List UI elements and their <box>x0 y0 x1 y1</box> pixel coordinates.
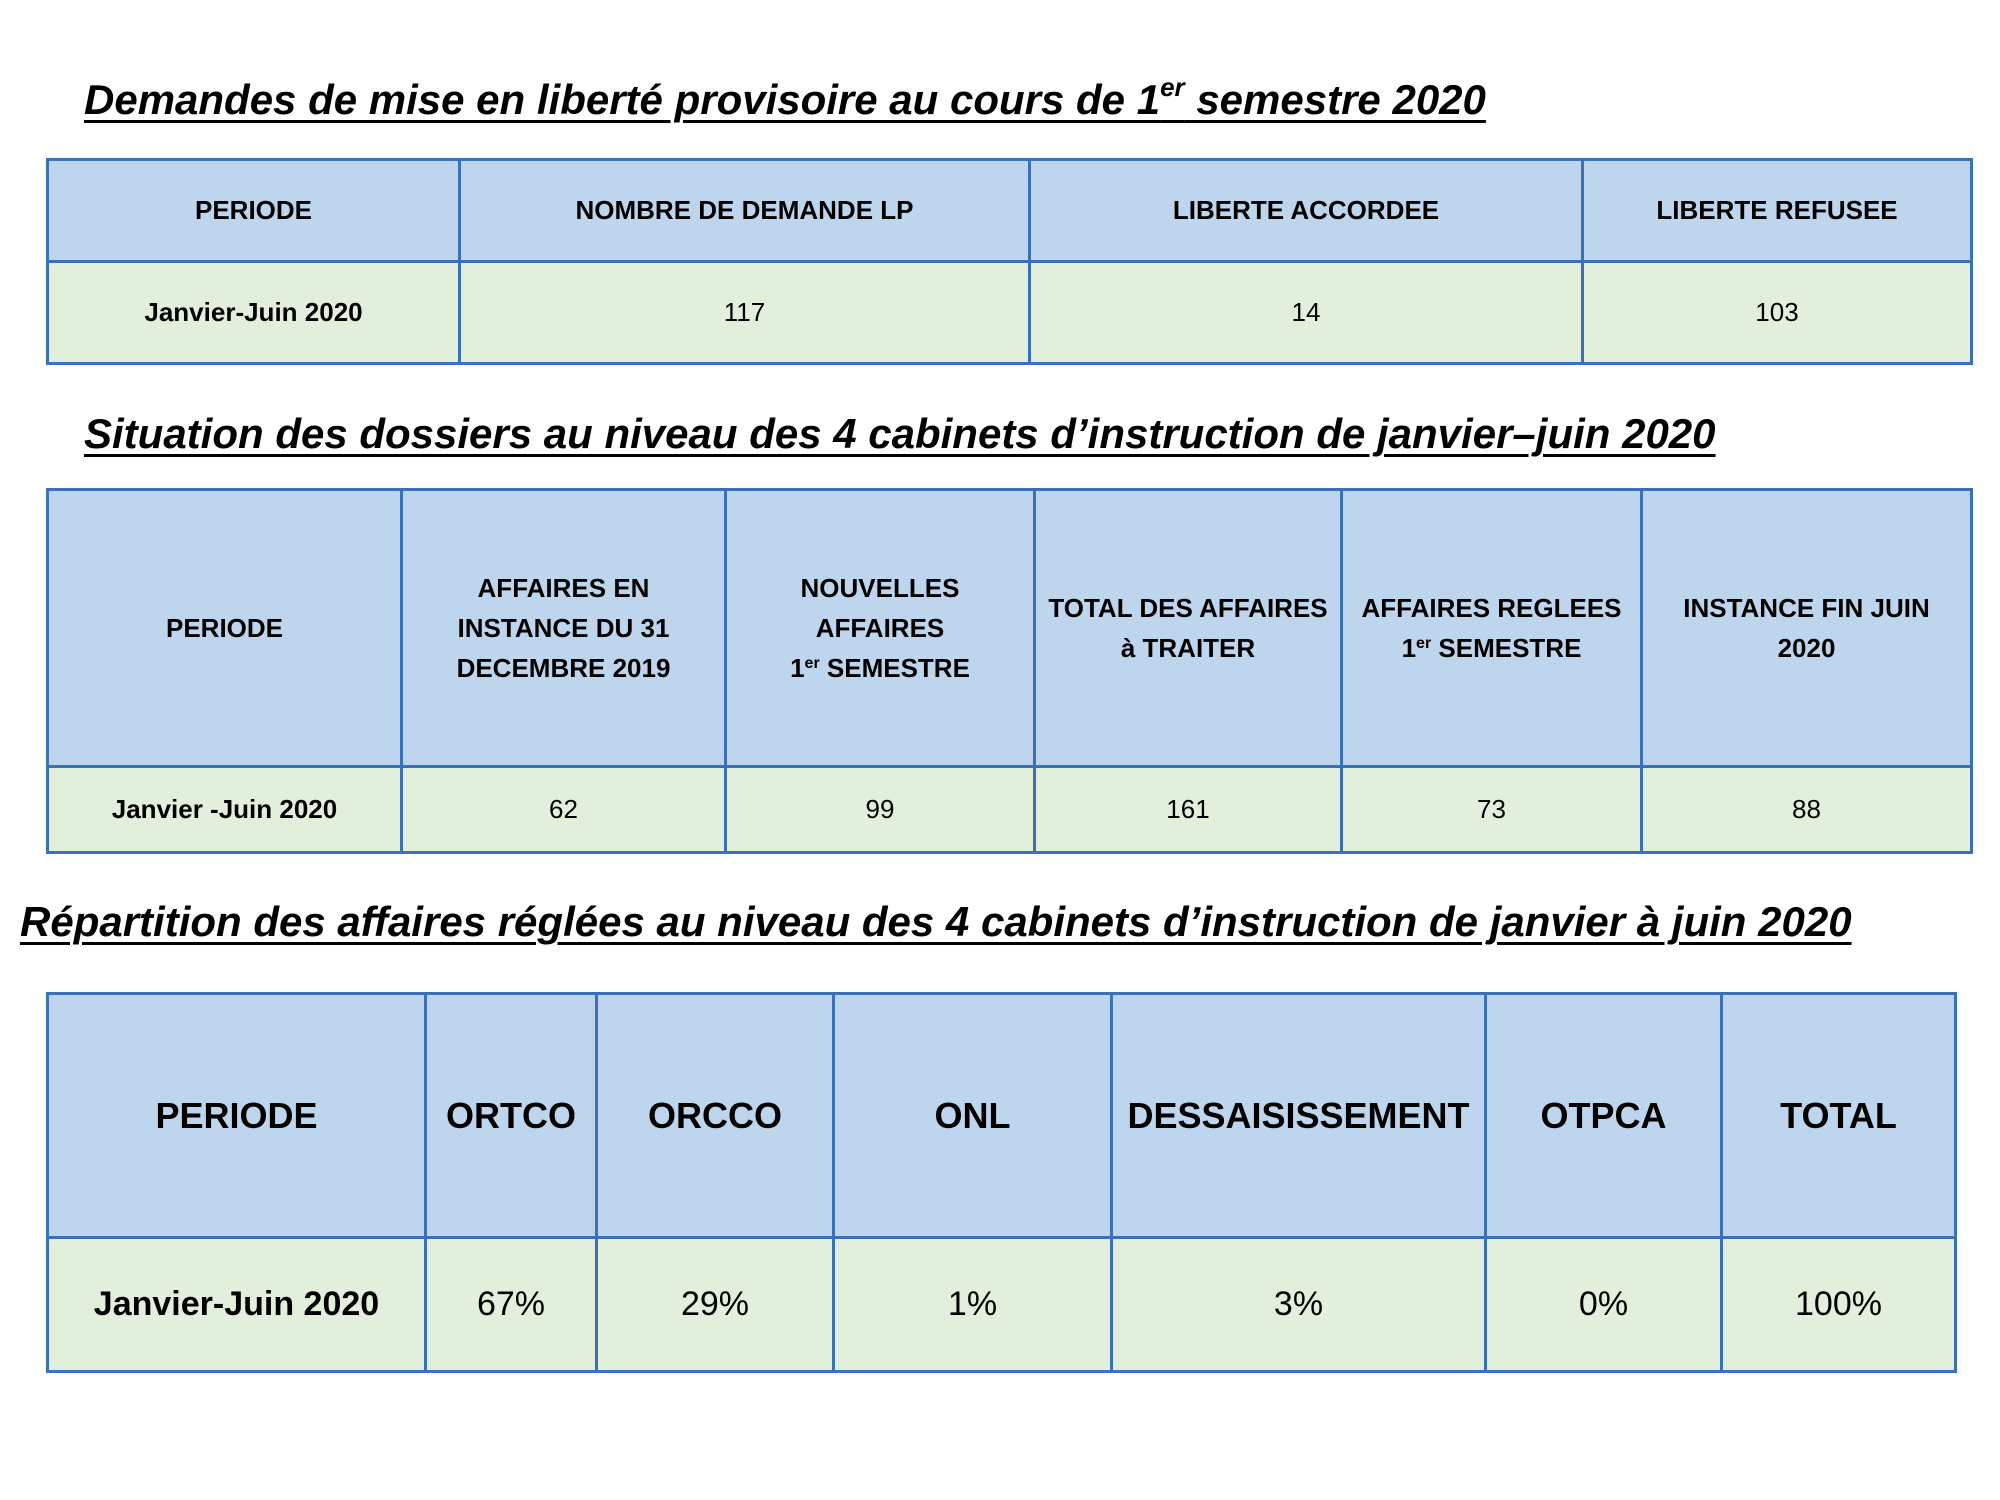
liberte-provisoire-table <box>46 158 1973 365</box>
title-superscript: er <box>1160 72 1185 102</box>
table-header-row <box>48 994 1956 1238</box>
header-affaires-reglees <box>1342 490 1642 767</box>
table-row <box>48 262 1972 364</box>
cell-periode: Janvier-Juin 2020 <box>48 1238 426 1372</box>
cell-affaires-en-instance: 62 <box>402 767 726 853</box>
header-line: NOUVELLES <box>800 573 960 603</box>
header-superscript: er <box>804 655 820 672</box>
header-line: TOTAL DES AFFAIRES <box>1048 593 1328 623</box>
repartition-affaires-table <box>46 992 1957 1373</box>
header-superscript: er <box>1416 635 1432 652</box>
table-row <box>48 1238 1956 1372</box>
cell-total: 100% <box>1722 1238 1956 1372</box>
table-header-row <box>48 490 1972 767</box>
section-title-repartition-affaires: Répartition des affaires réglées au niveau des 4 cabinets d’instruction de janvier à juin 2020 <box>20 898 1852 945</box>
header-periode: PERIODE <box>48 490 402 767</box>
cell-liberte-accordee: 14 <box>1030 262 1583 364</box>
section-title-liberte-provisoire <box>84 72 1486 124</box>
header-dessaisissement: DESSAISISSEMENT <box>1112 994 1486 1238</box>
cell-dessaisissement: 3% <box>1112 1238 1486 1372</box>
header-line: SEMESTRE <box>819 653 970 683</box>
cell-total-affaires: 161 <box>1035 767 1342 853</box>
cell-affaires-reglees: 73 <box>1342 767 1642 853</box>
cell-otpca: 0% <box>1486 1238 1722 1372</box>
cell-ortco: 67% <box>426 1238 597 1372</box>
table-row <box>48 767 1972 853</box>
header-line: AFFAIRES <box>815 613 945 643</box>
header-affaires-en-instance <box>402 490 726 767</box>
cell-periode: Janvier -Juin 2020 <box>48 767 402 853</box>
header-line: 2020 <box>1777 633 1836 663</box>
header-line: DECEMBRE 2019 <box>456 653 671 683</box>
header-onl: ONL <box>834 994 1112 1238</box>
header-nouvelles-affaires <box>726 490 1035 767</box>
cell-periode: Janvier-Juin 2020 <box>48 262 460 364</box>
cell-onl: 1% <box>834 1238 1112 1372</box>
title-text-end: semestre 2020 <box>1184 76 1486 123</box>
header-orcco: ORCCO <box>597 994 834 1238</box>
header-nombre-demande-lp: NOMBRE DE DEMANDE LP <box>460 160 1030 262</box>
header-line: AFFAIRES REGLEES <box>1361 593 1622 623</box>
header-line: à TRAITER <box>1120 633 1256 663</box>
header-otpca: OTPCA <box>1486 994 1722 1238</box>
cell-instance-fin-juin: 88 <box>1642 767 1972 853</box>
header-total-affaires <box>1035 490 1342 767</box>
header-instance-fin-juin <box>1642 490 1972 767</box>
cell-nouvelles-affaires: 99 <box>726 767 1035 853</box>
header-line: SEMESTRE <box>1431 633 1582 663</box>
cell-orcco: 29% <box>597 1238 834 1372</box>
header-liberte-accordee: LIBERTE ACCORDEE <box>1030 160 1583 262</box>
header-periode: PERIODE <box>48 994 426 1238</box>
header-line: 1 <box>790 653 805 683</box>
header-ortco: ORTCO <box>426 994 597 1238</box>
section-title-situation-dossiers: Situation des dossiers au niveau des 4 cabinets d’instruction de janvier–juin 2020 <box>84 410 1716 457</box>
title-text: Demandes de mise en liberté provisoire au cours de 1 <box>84 76 1161 123</box>
table-header-row <box>48 160 1972 262</box>
header-line: INSTANCE FIN JUIN <box>1683 593 1930 623</box>
cell-nombre-demande-lp: 117 <box>460 262 1030 364</box>
header-line: INSTANCE DU 31 <box>457 613 670 643</box>
header-line: AFFAIRES EN <box>477 573 650 603</box>
header-line: 1 <box>1401 633 1417 663</box>
header-total: TOTAL <box>1722 994 1956 1238</box>
header-periode: PERIODE <box>48 160 460 262</box>
cell-liberte-refusee: 103 <box>1583 262 1972 364</box>
header-liberte-refusee: LIBERTE REFUSEE <box>1583 160 1972 262</box>
situation-dossiers-table <box>46 488 1973 854</box>
